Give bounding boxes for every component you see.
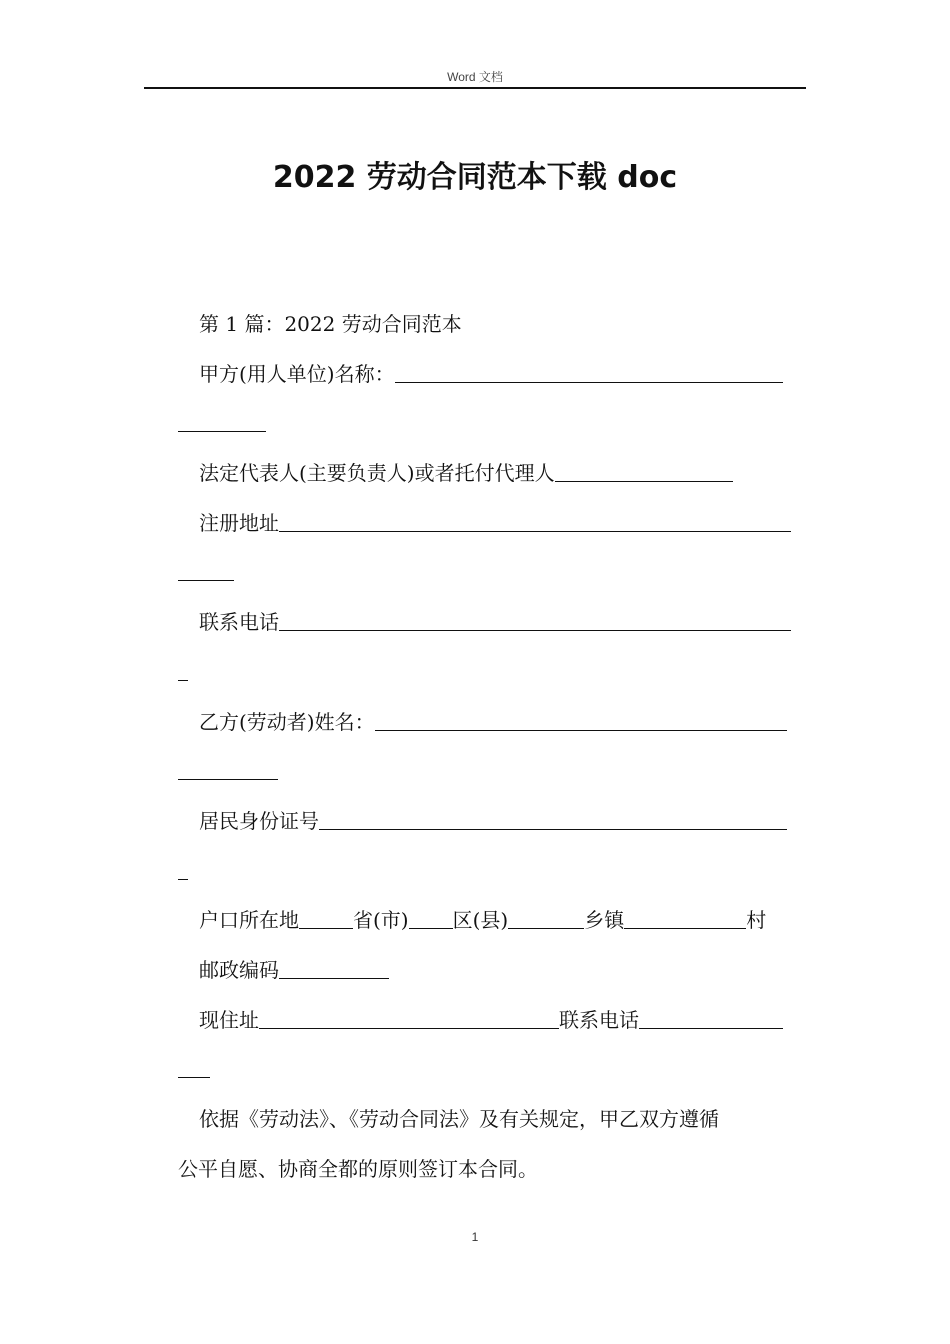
clause-paragraph-line2: [178, 1145, 802, 1195]
current-address-blank: [259, 1027, 559, 1029]
employee-name-label: 乙方(劳动者)姓名：: [199, 709, 375, 734]
employer-phone-line: [178, 598, 802, 648]
legal-rep-blank: [555, 480, 733, 482]
page-header: Word 文档: [447, 70, 503, 84]
employer-name-blank-cont: [178, 430, 266, 432]
employer-name-blank: [395, 381, 783, 383]
reg-address-line-cont: [178, 548, 802, 598]
page-number: 1: [471, 1230, 479, 1244]
clause-paragraph-line1: [178, 1095, 802, 1145]
employer-name-line: [178, 350, 802, 400]
village-label: 村: [746, 908, 767, 933]
reg-address-line: [178, 499, 802, 549]
employer-name-label: 甲方(用人单位)名称：: [199, 361, 395, 386]
employee-phone-label: 联系电话: [559, 1007, 639, 1032]
employer-phone-label: 联系电话: [199, 610, 279, 635]
reg-address-label: 注册地址: [199, 510, 279, 535]
id-number-line-cont: [178, 847, 802, 897]
document-title: 2022 劳动合同范本下载 doc: [272, 160, 678, 195]
reg-address-blank: [279, 530, 791, 532]
current-address-line-cont: [178, 1045, 802, 1095]
household-line: [178, 896, 802, 946]
employer-phone-blank-cont: [178, 679, 188, 681]
employee-name-blank: [375, 729, 787, 731]
section-heading-text: 第 1 篇：2022 劳动合同范本: [199, 312, 462, 336]
id-number-blank-cont: [178, 878, 188, 880]
reg-address-blank-cont: [178, 579, 234, 581]
postcode-line: [178, 946, 802, 996]
village-blank: [624, 927, 746, 929]
document-body: [178, 300, 802, 1194]
employee-name-blank-cont: [178, 778, 278, 780]
header-rule: [144, 87, 806, 89]
legal-rep-line: [178, 449, 802, 499]
legal-rep-label: 法定代表人(主要负责人)或者托付代理人: [199, 461, 555, 486]
current-address-line: [178, 996, 802, 1046]
employee-name-line: [178, 698, 802, 748]
employee-phone-blank-cont: [178, 1076, 210, 1078]
employee-name-line-cont: [178, 747, 802, 797]
township-blank: [508, 927, 584, 929]
employer-phone-line-cont: [178, 648, 802, 698]
id-number-blank: [319, 828, 787, 830]
id-number-line: [178, 797, 802, 847]
employer-phone-blank: [279, 629, 791, 631]
employer-name-line-cont: [178, 399, 802, 449]
current-address-label: 现住址: [199, 1007, 259, 1032]
province-blank: [299, 927, 353, 929]
clause-text-1: 依据《劳动法》、《劳动合同法》及有关规定，甲乙双方遵循: [199, 1107, 719, 1131]
district-blank: [409, 927, 453, 929]
employee-phone-blank: [639, 1027, 783, 1029]
section-heading: [178, 300, 802, 350]
household-label: 户口所在地: [199, 908, 299, 933]
township-label: 乡镇: [584, 908, 625, 933]
id-number-label: 居民身份证号: [199, 808, 319, 833]
province-label: 省(市): [353, 908, 409, 933]
postcode-blank: [279, 977, 389, 979]
postcode-label: 邮政编码: [199, 957, 279, 982]
clause-text-2: 公平自愿、协商全都的原则签订本合同。: [178, 1156, 538, 1181]
district-label: 区(县): [452, 908, 509, 933]
